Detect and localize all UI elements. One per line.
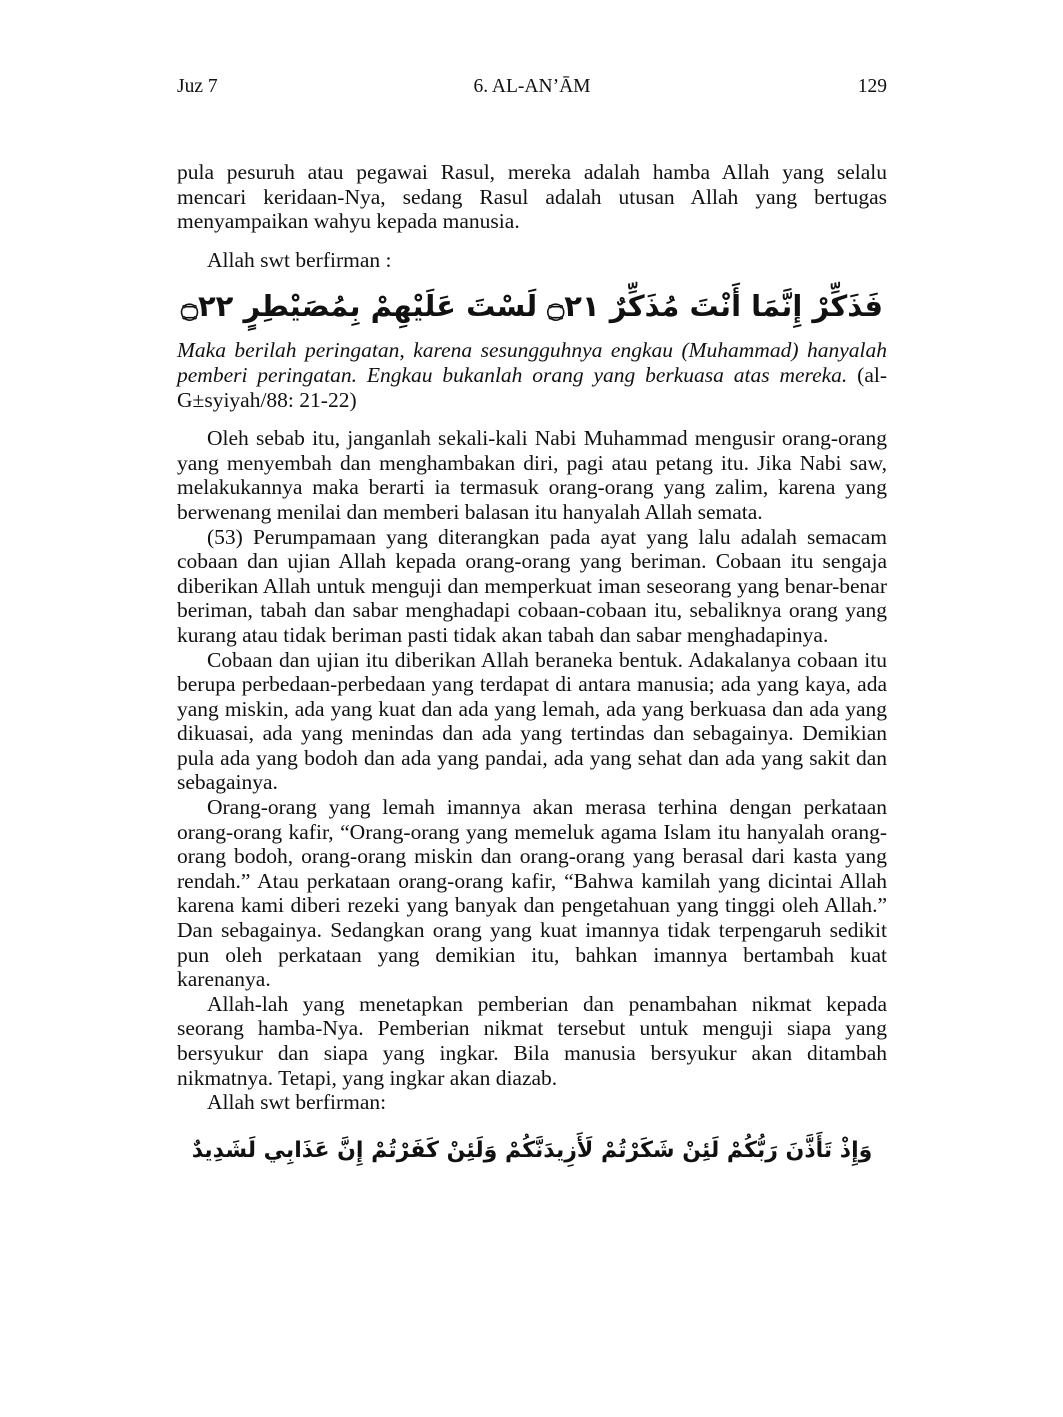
paragraph: Cobaan dan ujian itu diberikan Allah beraneka bentuk. Adakalanya cobaan itu berupa perbedaan-perbedaan yang terdapat di antara manusia; ada yang kaya, ada yang miskin, ada yang kuat dan ada yang lemah, ada yang berkuasa dan ada yang dikuasai, ada yang menindas dan ada yang tertindas dan sebagainya. Demikian pula ada yang bodoh dan ada yang pandai, ada yang sehat dan ada yang sakit dan sebagainya. (177, 647, 887, 795)
paragraph: (53) Perumpamaan yang diterangkan pada ayat yang lalu adalah semacam cobaan dan ujian Allah kepada orang-orang yang beriman. Cobaan itu sengaja diberikan Allah untuk menguji dan memperkuat iman seseorang yang benar-benar beriman, tabah dan sabar menghadapi cobaan-cobaan itu, sebaliknya orang yang kurang atau tidak beriman pasti tidak akan tabah dan sabar menghadapinya. (177, 524, 887, 647)
paragraph: Oleh sebab itu, janganlah sekali-kali Nabi Muhammad mengusir orang-orang yang menyembah dan menghambakan diri, pagi atau petang itu. Jika Nabi saw, melakukannya maka berarti ia termasuk orang-orang yang zalim, karena yang berwenang menilai dan memberi balasan itu hanyalah Allah semata. (177, 426, 887, 524)
arabic-verse-ghasyiyah: فَذَكِّرْ إِنَّمَا أَنْتَ مُذَكِّرٌ ۝٢١ لَسْتَ عَلَيْهِمْ بِمُصَيْطِرٍ ۝٢٢ (180, 289, 884, 324)
page-body (177, 160, 887, 1183)
arabic-verse-ibrahim: وَإِذْ تَأَذَّنَ رَبُّكُمْ لَئِنْ شَكَرْتُمْ لَأَزِيدَنَّكُمْ وَلَئِنْ كَفَرْتُمْ إِنَّ عَذَابِي لَشَدِيدٌ (191, 1137, 873, 1163)
paragraph: Allah-lah yang menetapkan pemberian dan penambahan nikmat kepada seorang hamba-Nya. Pemberian nikmat tersebut untuk menguji siapa yang bersyukur dan siapa yang ingkar. Bila manusia bersyukur akan ditambah nikmatnya. Tetapi, yang ingkar akan diazab. (177, 991, 887, 1090)
juz-label: Juz 7 (177, 76, 218, 97)
page-number: 129 (857, 76, 887, 97)
paragraph-continuation: pula pesuruh atau pegawai Rasul, mereka adalah hamba Allah yang selalu mencari keridaan-Nya, sedang Rasul adalah utusan Allah yang bertugas menyampaikan wahyu kepada manusia. (177, 160, 887, 234)
page-header (177, 76, 887, 102)
verse-translation (177, 338, 887, 412)
paragraph: Orang-orang yang lemah imannya akan merasa terhina dengan perkataan orang-orang kafir, “Orang-orang yang memeluk agama Islam itu hanyalah orang-orang bodoh, orang-orang miskin dan orang-orang yang berasal dari kasta yang rendah.” Atau perkataan orang-orang kafir, “Bahwa kamilah yang dicintai Allah karena kami diberi rezeki yang banyak dan pengetahuan yang tinggi oleh Allah.” Dan sebagainya. Sedangkan orang yang kuat imannya tidak terpengaruh sedikit pun oleh perkataan yang demikian itu, bahkan imannya bertambah kuat karenanya. (177, 795, 887, 992)
verse-intro-label: Allah swt berfirman: (207, 1090, 387, 1115)
translation-text: Maka berilah peringatan, karena sesungguhnya engkau (Muhammad) hanyalah pemberi peringatan. Engkau bukanlah orang yang berkuasa atas mereka. (177, 338, 887, 387)
verse-reference: (al-G±syiyah/88: 21-22) (177, 362, 888, 412)
surah-title: 6. AL-AN’ĀM (473, 76, 591, 97)
verse-intro-label: Allah swt berfirman : (207, 247, 392, 272)
